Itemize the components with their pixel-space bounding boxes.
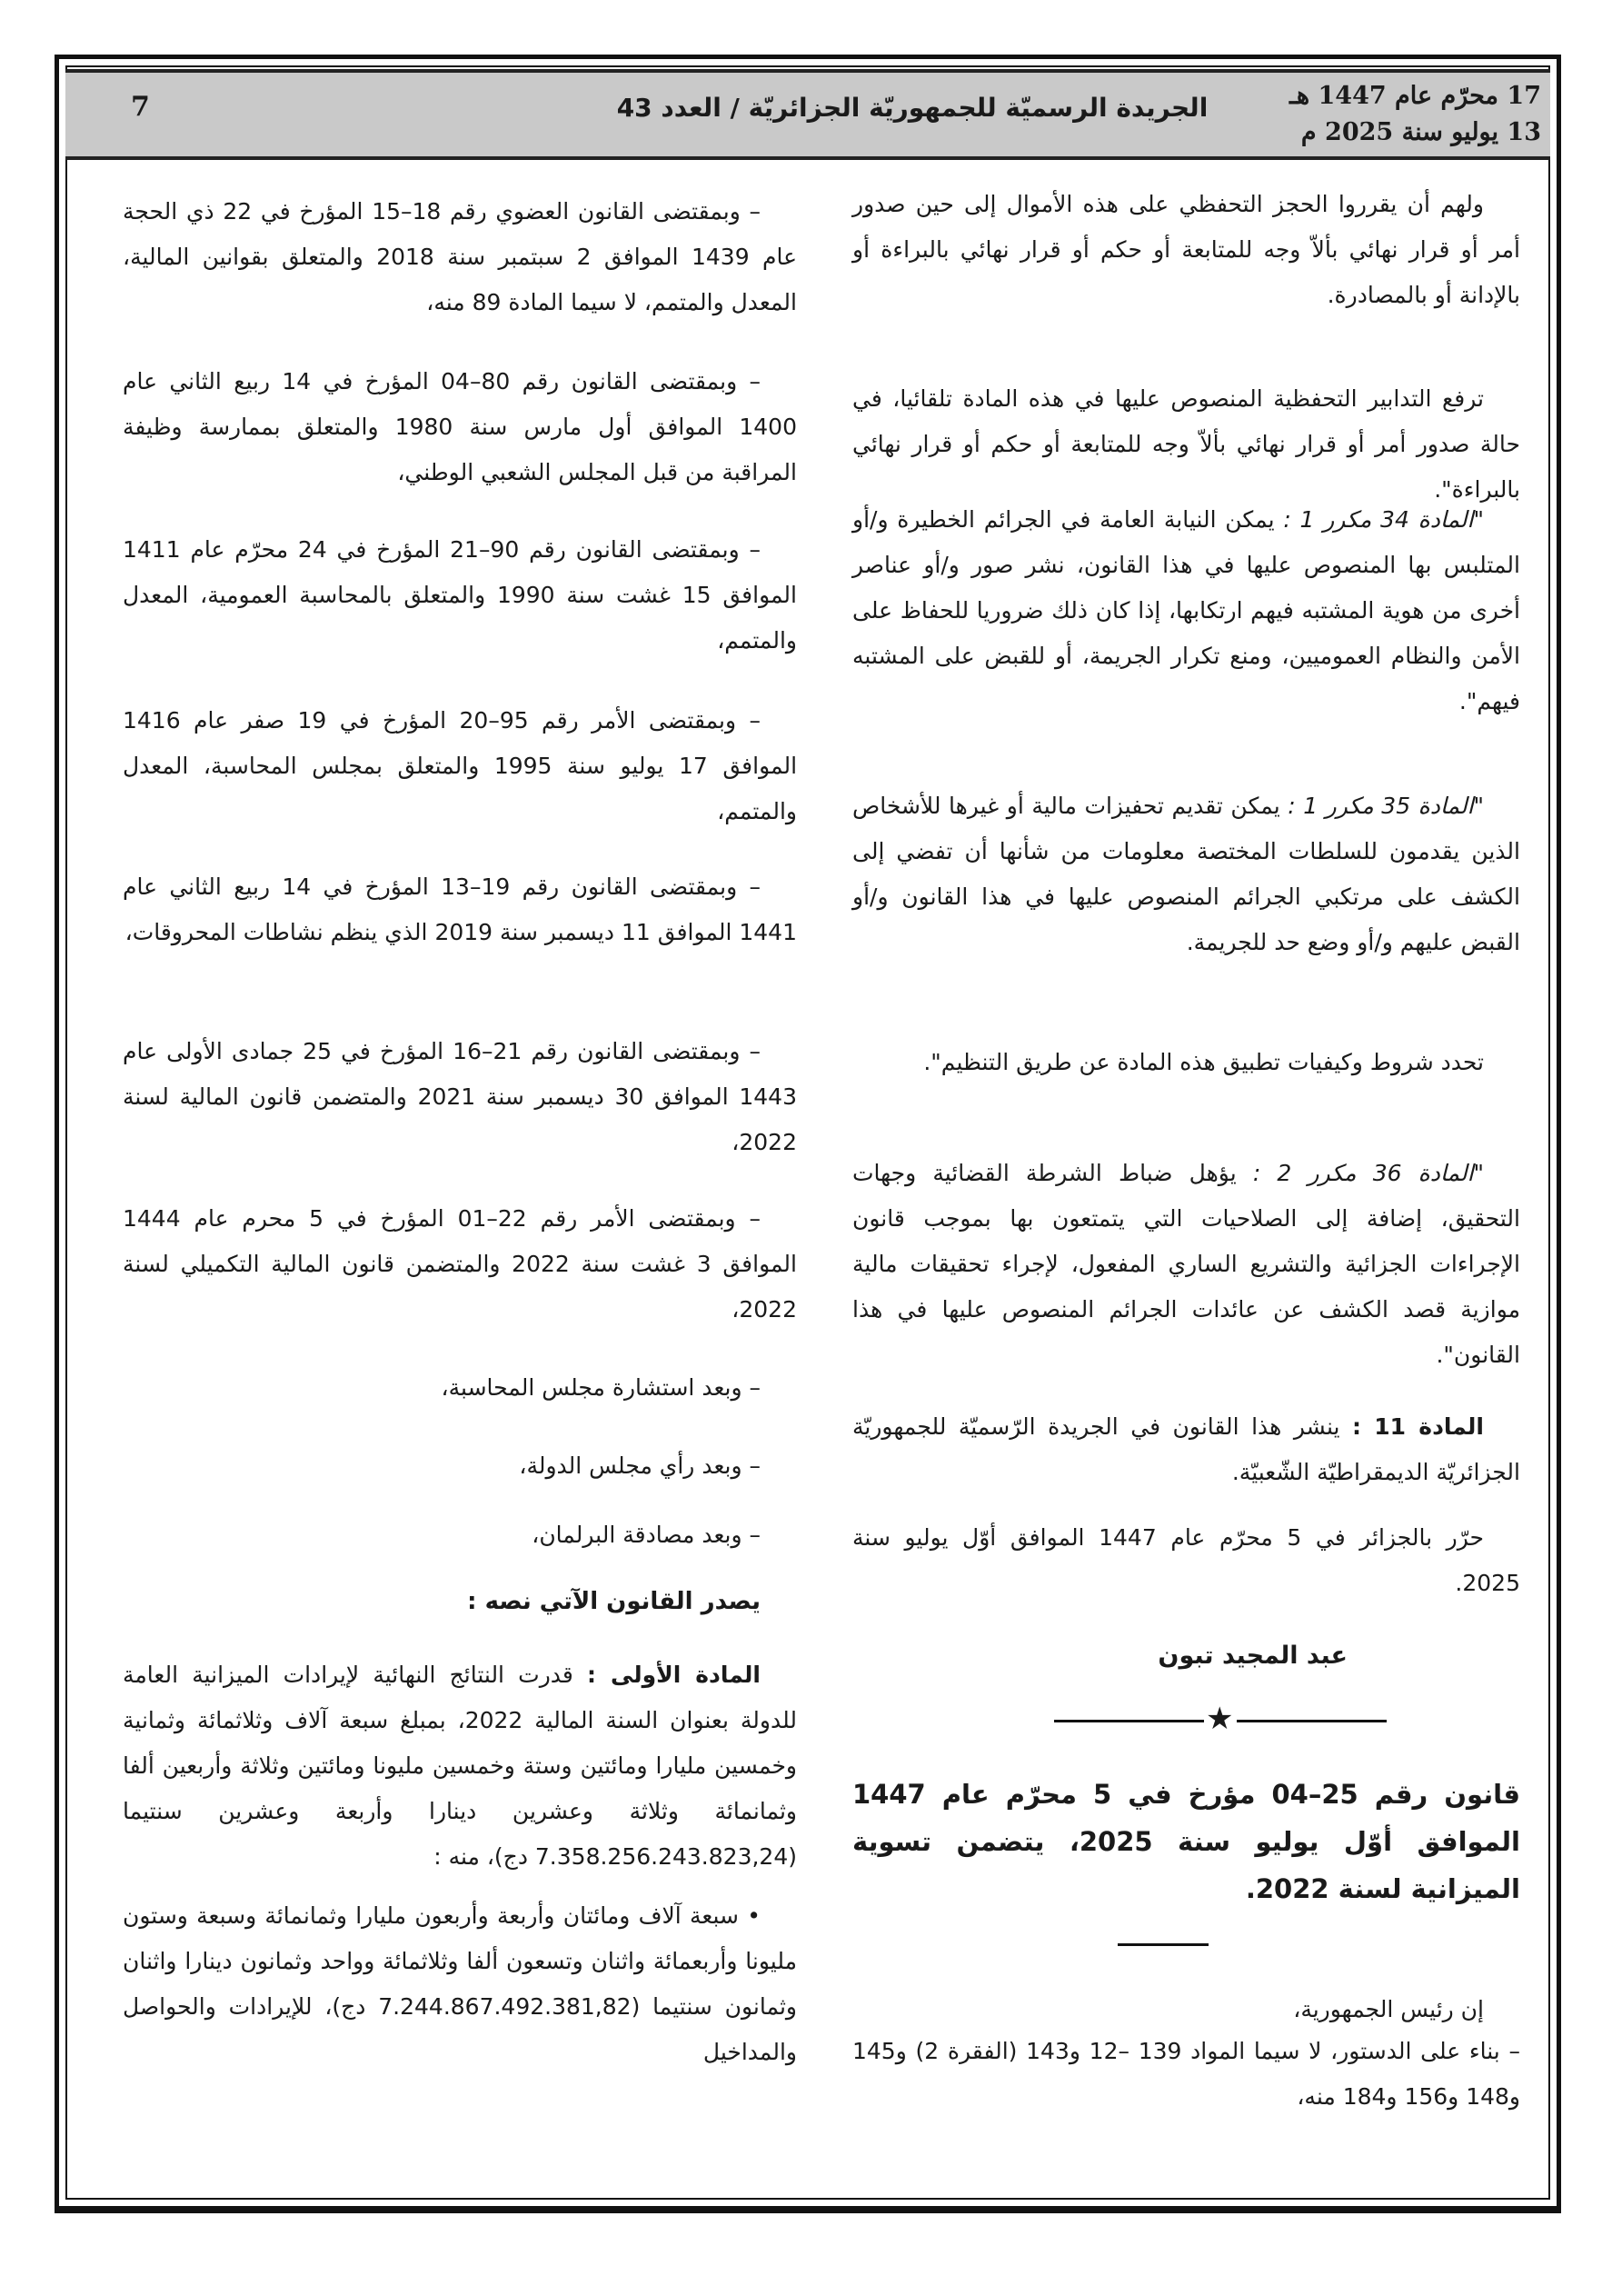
article-label: "المادة 34 مكرر 1 : — [1283, 506, 1484, 533]
article-11 — [852, 1404, 1520, 1495]
header-title: الجريدة الرسميّة للجمهوريّة الجزائريّة / العدد 43 — [616, 93, 1209, 123]
article-1 — [123, 1652, 797, 1880]
enactment-heading: يصدر القانون الآتي نصه : — [467, 1588, 761, 1615]
visa-item: – وبمقتضى القانون رقم 90–21 المؤرخ في 24 محرّم عام 1411 الموافق 15 غشت سنة 1990 والمتعلق بالمحاسبة العمومية، المعدل والمتمم، — [123, 536, 797, 654]
visa-item: – وبعد مصادقة البرلمان، — [532, 1522, 761, 1548]
article-label: المادة 11 : — [1351, 1413, 1485, 1440]
paragraph: تحدد شروط وكيفيات تطبيق هذه المادة عن طريق التنظيم". — [923, 1049, 1484, 1075]
article-text: ينشر هذا القانون في الجريدة الرّسميّة للجمهوريّة الجزائريّة الديمقراطيّة الشّعبيّة. — [852, 1413, 1520, 1485]
paragraph: إن رئيس الجمهورية، — [1293, 1996, 1484, 2022]
header-date-hijri: 17 محرّم عام 1447 هـ — [1289, 82, 1541, 110]
page-number: 7 — [131, 91, 150, 123]
article-35-bis-1 — [852, 784, 1520, 965]
short-separator — [1118, 1943, 1209, 1946]
visa-item: – وبمقتضى القانون رقم 21–16 المؤرخ في 25 جمادى الأولى عام 1443 الموافق 30 ديسمبر سنة 2021 والمتضمن قانون المالية لسنة 2022، — [123, 1038, 797, 1155]
paragraph: ولهم أن يقرروا الحجز التحفظي على هذه الأموال إلى حين صدور أمر أو قرار نهائي بألاّ وجه للمتابعة أو حكم أو قرار نهائي بالبراءة أو بالإدانة أو بالمصادرة. — [852, 191, 1520, 308]
article-36-bis-2 — [852, 1151, 1520, 1378]
article-text: يمكن النيابة العامة في الجرائم الخطيرة و/أو المتلبس بها المنصوص عليها في هذا القانون، نشر صور و/أو عناصر أخرى من هوية المشتبه فيهم ارتكابها، إذا كان ذلك ضروريا للحفاظ على الأمن والنظام العموميين، ومنع تكرار الجريمة، أو للقبض على المشتبه فيهم". — [852, 506, 1520, 714]
law-title: قانون رقم 25–04 مؤرخ في 5 محرّم عام 1447 الموافق أوّل يوليو سنة 2025، يتضمن تسوية الميزانية لسنة 2022. — [852, 1779, 1520, 1904]
visa-item: – وبمقتضى القانون رقم 80–04 المؤرخ في 14 ربيع الثاني عام 1400 الموافق أول مارس سنة 1980 والمتعلق بممارسة وظيفة المراقبة من قبل المجلس الشعبي الوطني، — [123, 368, 797, 485]
visa-item: – وبمقتضى الأمر رقم 95–20 المؤرخ في 19 صفر عام 1416 الموافق 17 يوليو سنة 1995 والمتعلق بمجلس المحاسبة، المعدل والمتمم، — [123, 707, 798, 824]
article-text: قدرت النتائج النهائية لإيرادات الميزانية العامة للدولة بعنوان السنة المالية 2022، بمبلغ سبعة آلاف وثلاثمائة وثمانية وخمسين مليارا ومائتين وستة وخمسين مليونا ومائتين وثلاثة وأربعين ألفا وثمانمائة وثلاثة وعشرين دينارا وأربعة وعشرين سنتيما (7.358.256.243.823,24 دج)، منه : — [123, 1662, 797, 1870]
done-at: حرّر بالجزائر في 5 محرّم عام 1447 الموافق أوّل يوليو سنة 2025. — [852, 1524, 1520, 1596]
article-34-bis-1 — [852, 497, 1520, 724]
visa-item: – وبعد استشارة مجلس المحاسبة، — [441, 1374, 761, 1401]
header-date-gregorian: 13 يوليو سنة 2025 م — [1300, 118, 1541, 146]
paragraph: ترفع التدابير التحفظية المنصوص عليها في هذه المادة تلقائيا، في حالة صدور أمر أو قرار نهائي بألاّ وجه للمتابعة أو حكم أو قرار نهائي بالبراءة". — [852, 385, 1520, 503]
gazette-header — [65, 69, 1550, 160]
separator-line — [1237, 1720, 1387, 1722]
visa-item: – وبمقتضى القانون رقم 19–13 المؤرخ في 14 ربيع الثاني عام 1441 الموافق 11 ديسمبر سنة 2019 الذي ينظم نشاطات المحروقات، — [123, 873, 797, 945]
visa-item: – وبمقتضى القانون العضوي رقم 18–15 المؤرخ في 22 ذي الحجة عام 1439 الموافق 2 سبتمبر سنة 2018 والمتعلق بقوانين المالية، المعدل والمتمم، لا سيما المادة 89 منه، — [123, 198, 797, 315]
article-label: المادة الأولى : — [587, 1662, 761, 1688]
paragraph: – بناء على الدستور، لا سيما المواد 139 –12 و143 (الفقرة 2) و145 و148 و156 و184 منه، — [852, 2038, 1520, 2110]
bottom-rule — [55, 2211, 1561, 2213]
bullet-item: • سبعة آلاف ومائتان وأربعة وأربعون مليارا وثمانمائة وسبعة وستون مليونا وأربعمائة واثنان وتسعون ألفا وثلاثمائة وواحد وثمانون دينارا واثنان وثمانون سنتيما (7.244.867.492.381,82 دج)، للإيرادات والحواصل والمداخيل — [123, 1902, 797, 2065]
article-label: "المادة 36 مكرر 2 : — [1252, 1160, 1485, 1186]
article-label: "المادة 35 مكرر 1 : — [1288, 793, 1485, 819]
article-text: يؤهل ضباط الشرطة القضائية وجهات التحقيق، إضافة إلى الصلاحيات التي يتمتعون بها بموجب قانون الإجراءات الجزائية والتشريع الساري المفعول، لإجراء تحقيقات مالية موازية قصد الكشف عن عائدات الجرائم المنصوص عليها في هذا القانون". — [852, 1160, 1520, 1368]
separator-line — [1054, 1720, 1204, 1722]
visa-item: – وبمقتضى الأمر رقم 22–01 المؤرخ في 5 محرم عام 1444 الموافق 3 غشت سنة 2022 والمتضمن قانون المالية التكميلي لسنة 2022، — [123, 1205, 797, 1323]
star-icon: ★ — [1206, 1701, 1234, 1737]
article-text: يمكن تقديم تحفيزات مالية أو غيرها للأشخاص الذين يقدمون للسلطات المختصة معلومات من شأنها أن تفضي إلى الكشف على مرتكبي الجرائم المنصوص عليها في هذا القانون و/أو القبض عليهم و/أو وضع حد للجريمة. — [852, 793, 1520, 955]
signature: عبد المجيد تبون — [1158, 1642, 1348, 1670]
visa-item: – وبعد رأي مجلس الدولة، — [519, 1452, 761, 1479]
